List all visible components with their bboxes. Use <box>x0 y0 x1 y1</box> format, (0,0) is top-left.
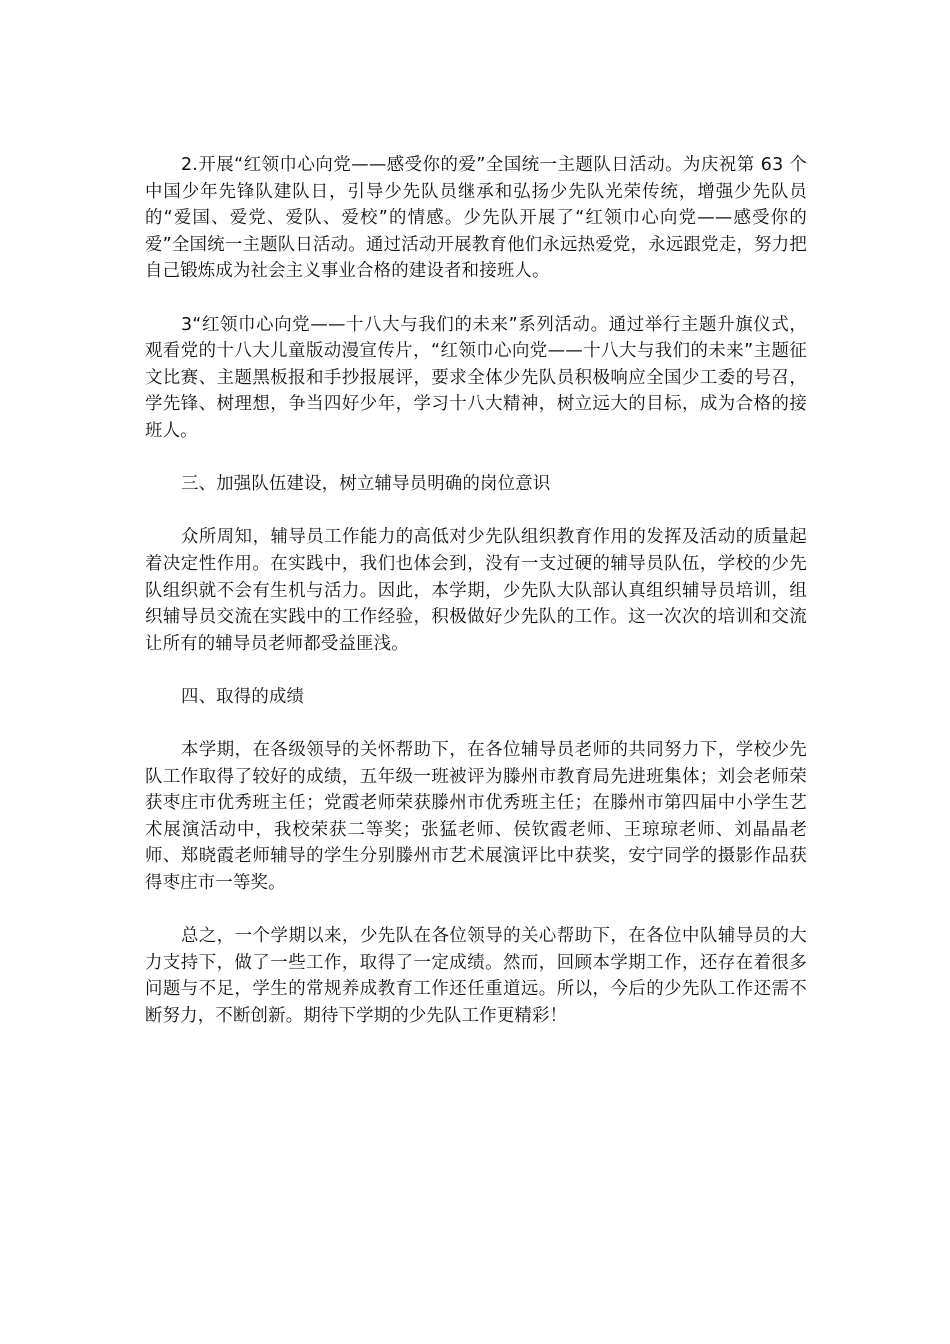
paragraph-activity-3: 3“红领巾心向党——十八大与我们的未来”系列活动。通过举行主题升旗仪式，观看党的十八大儿童版动漫宣传片，“红领巾心向党——十八大与我们的未来”主题征文比赛、主题黑板报和手抄报展评，要求全体少先队员积极响应全国少工委的号召，学先锋、树理想，争当四好少年，学习十八大精神，树立远大的目标，成为合格的接班人。 <box>145 314 807 441</box>
document-page <box>145 152 807 1030</box>
section-heading-achievements: 四、取得的成绩 <box>181 686 305 707</box>
paragraph-activity-2: 2.开展“红领巾心向党——感受你的爱”全国统一主题队日活动。为庆祝第 63 个中国少年先锋队建队日，引导少先队员继承和弘扬少先队光荣传统，增强少先队员的“爱国、爱党、爱队、爱校”的情感。少先队开展了“红领巾心向党——感受你的爱”全国统一主题队日活动。通过活动开展教育他们永远热爱党，永远跟党走，努力把自己锻炼成为社会主义事业合格的建设者和接班人。 <box>145 155 807 282</box>
paragraph-team-building: 众所周知，辅导员工作能力的高低对少先队组织教育作用的发挥及活动的质量起着决定性作用。在实践中，我们也体会到，没有一支过硬的辅导员队伍，学校的少先队组织就不会有生机与活力。因此，本学期，少先队大队部认真组织辅导员培训，组织辅导员交流在实践中的工作经验，积极做好少先队的工作。这一次次的培训和交流让所有的辅导员老师都受益匪浅。 <box>145 527 807 654</box>
paragraph-achievements: 本学期，在各级领导的关怀帮助下，在各位辅导员老师的共同努力下，学校少先队工作取得了较好的成绩，五年级一班被评为滕州市教育局先进班集体；刘会老师荣获枣庄市优秀班主任；党霞老师荣获滕州市优秀班主任；在滕州市第四届中小学生艺术展演活动中，我校荣获二等奖；张猛老师、侯钦霞老师、王琼琼老师、刘晶晶老师、郑晓霞老师辅导的学生分别滕州市艺术展演评比中获奖，安宁同学的摄影作品获得枣庄市一等奖。 <box>145 740 807 894</box>
section-heading-team-building: 三、加强队伍建设，树立辅导员明确的岗位意识 <box>181 474 551 495</box>
paragraph-conclusion: 总之，一个学期以来，少先队在各位领导的关心帮助下，在各位中队辅导员的大力支持下，做了一些工作，取得了一定成绩。然而，回顾本学期工作，还存在着很多问题与不足，学生的常规养成教育工作还任重道远。所以，今后的少先队工作还需不断努力，不断创新。期待下学期的少先队工作更精彩！ <box>145 926 807 1026</box>
